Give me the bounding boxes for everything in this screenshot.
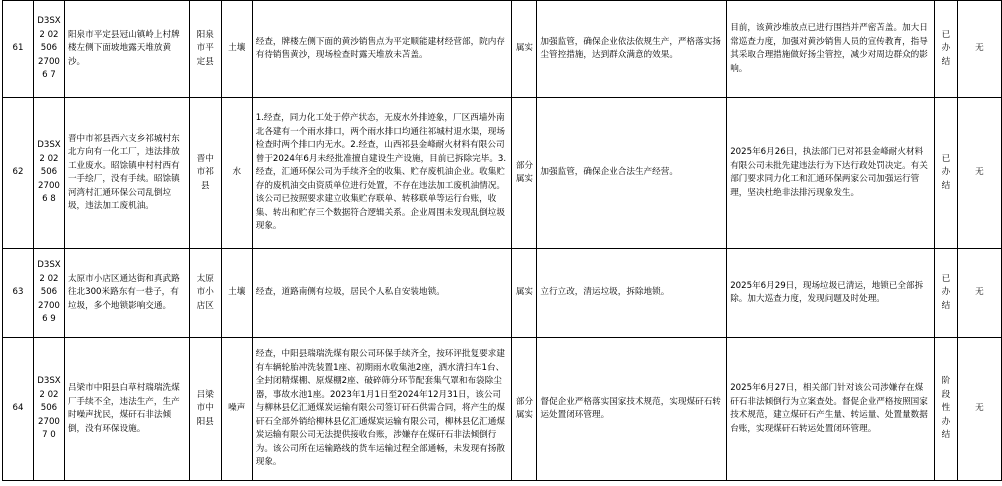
investigation-finding: 经查，道路南侧有垃圾，居民个人私自安装地锁。 xyxy=(252,249,512,338)
investigation-finding: 1.经查，同力化工处于停产状态，无废水外排迹象，厂区西墙外南北各建有一个雨水排口，两个雨水排口均通往祁城村退水渠，现场检查时两个排口内无水。2.经查，山西祁县金峰耐火材料有限公司曾于2024年6月未经批准擅自建设生产设施，目前已拆除完毕。3.经查，汇通环保公司为手续齐全的收集、贮存废机油企业。收集贮存的废机油交由资质单位进行处置，不存在违法加工废机油情况。该公司已按照要求建立收集贮存联单、转移联单等运行台账，收集、转出和贮存三个数据符合逻辑关系。企业周围未发现乱倒垃圾现象。 xyxy=(252,98,512,249)
completion-status: 已办结 xyxy=(934,98,957,249)
investigation-finding: 经查，中阳县瑞瑞洗煤有限公司环保手续齐全，按环评批复要求建有车辆轮胎冲洗装置1座、初期雨水收集池2座，洒水清扫车1台、全封闭精煤棚、原煤棚2座、破碎筛分环节配套集气罩和布袋除尘器，事故水池1座。2023年1月1日至2024年12月31日，该公司与柳林县亿汇通煤炭运输有限公司签订矸石供需合同，将产生的煤矸石全部外销给柳林县亿汇通煤炭运输有限公司，柳林县亿汇通煤炭运输有限公司无法提供接收台账，涉嫌存在煤矸石非法倾倒行为。该公司所在运输路线的货车运输过程全部通畅，未发现有扬散现象。 xyxy=(252,338,512,481)
complaint-content: 吕梁市中阳县白草村瑞瑞洗煤厂手续不全，违法生产，生产时噪声扰民，煤矸石非法倾倒，没有环保设施。 xyxy=(64,338,189,481)
administrative-area: 吕梁市中阳县 xyxy=(189,338,221,481)
case-code: D3SX2 02506 27006 7 xyxy=(33,1,64,98)
report-table xyxy=(2,0,1002,481)
complaint-content: 太原市小店区通达街和真武路往北300米路东有一巷子，有垃圾，多个地锁影响交通。 xyxy=(64,249,189,338)
accountability: 无 xyxy=(957,338,1001,481)
verification-result: 部分属实 xyxy=(512,98,537,249)
completion-status: 已办结 xyxy=(934,1,957,98)
table-row xyxy=(3,1,1002,98)
rectification-result: 2025年6月27日，相关部门针对该公司涉嫌存在煤矸石非法倾倒行为立案查处。督促企业严格按照国家技术规范，建立煤矸石产生量、转运量、处置量数据台账，实现煤矸石转运处置闭环管理。 xyxy=(727,338,935,481)
pollution-type: 噪声 xyxy=(221,338,252,481)
row-number: 64 xyxy=(3,338,34,481)
administrative-area: 晋中市祁县 xyxy=(189,98,221,249)
complaint-content: 阳泉市平定县冠山镇岭上村牌楼左侧下面坡地露天堆放黄沙。 xyxy=(64,1,189,98)
accountability: 无 xyxy=(957,98,1001,249)
pollution-type: 土壤 xyxy=(221,1,252,98)
row-number: 62 xyxy=(3,98,34,249)
rectification-result: 2025年6月26日，执法部门已对祁县金峰耐火材料有限公司未批先建违法行为下达行政处罚决定。有关部门要求同力化工和汇通环保两家公司加强运行管理，坚决杜绝非法排污现象发生。 xyxy=(727,98,935,249)
table-row xyxy=(3,338,1002,481)
completion-status: 已办结 xyxy=(934,249,957,338)
case-code: D3SX2 02506 27006 8 xyxy=(33,98,64,249)
accountability: 无 xyxy=(957,249,1001,338)
case-code: D3SX2 02506 27006 9 xyxy=(33,249,64,338)
case-code: D3SX2 02506 27007 0 xyxy=(33,338,64,481)
handling-measures: 督促企业严格落实国家技术规范，实现煤矸石转运处置闭环管理。 xyxy=(537,338,727,481)
row-number: 63 xyxy=(3,249,34,338)
pollution-type: 水 xyxy=(221,98,252,249)
completion-status: 阶段性办结 xyxy=(934,338,957,481)
handling-measures: 加强监管，确保企业合法生产经营。 xyxy=(537,98,727,249)
handling-measures: 立行立改，清运垃圾，拆除地锁。 xyxy=(537,249,727,338)
rectification-result: 目前，该黄沙堆放点已进行围挡并严密苫盖。加大日常巡查力度，加强对黄沙销售人员的宣传教育，指导其采取合理措施做好扬尘管控，减少对周边群众的影响。 xyxy=(727,1,935,98)
administrative-area: 太原市小店区 xyxy=(189,249,221,338)
handling-measures: 加强监管，确保企业依法依规生产，严格落实扬尘管控措施，达到群众满意的效果。 xyxy=(537,1,727,98)
accountability: 无 xyxy=(957,1,1001,98)
table-row xyxy=(3,98,1002,249)
verification-result: 属实 xyxy=(512,1,537,98)
verification-result: 部分属实 xyxy=(512,338,537,481)
pollution-type: 土壤 xyxy=(221,249,252,338)
verification-result: 属实 xyxy=(512,249,537,338)
investigation-finding: 经查，牌楼左侧下面的黄沙销售点为平定顺能建材经营部，院内存有待销售黄沙，现场检查时露天堆放未苫盖。 xyxy=(252,1,512,98)
complaint-content: 晋中市祁县西六支乡祁城村东北方向有一化工厂，违法排放工业废水。昭馀镇申村村西有一手绘厂，没有手续。昭馀镇河湾村汇通环保公司乱倒垃圾，违法加工废机油。 xyxy=(64,98,189,249)
row-number: 61 xyxy=(3,1,34,98)
rectification-result: 2025年6月29日，现场垃圾已清运，地锁已全部拆除。加大巡查力度，发现问题及时处理。 xyxy=(727,249,935,338)
table-row xyxy=(3,249,1002,338)
administrative-area: 阳泉市平定县 xyxy=(189,1,221,98)
